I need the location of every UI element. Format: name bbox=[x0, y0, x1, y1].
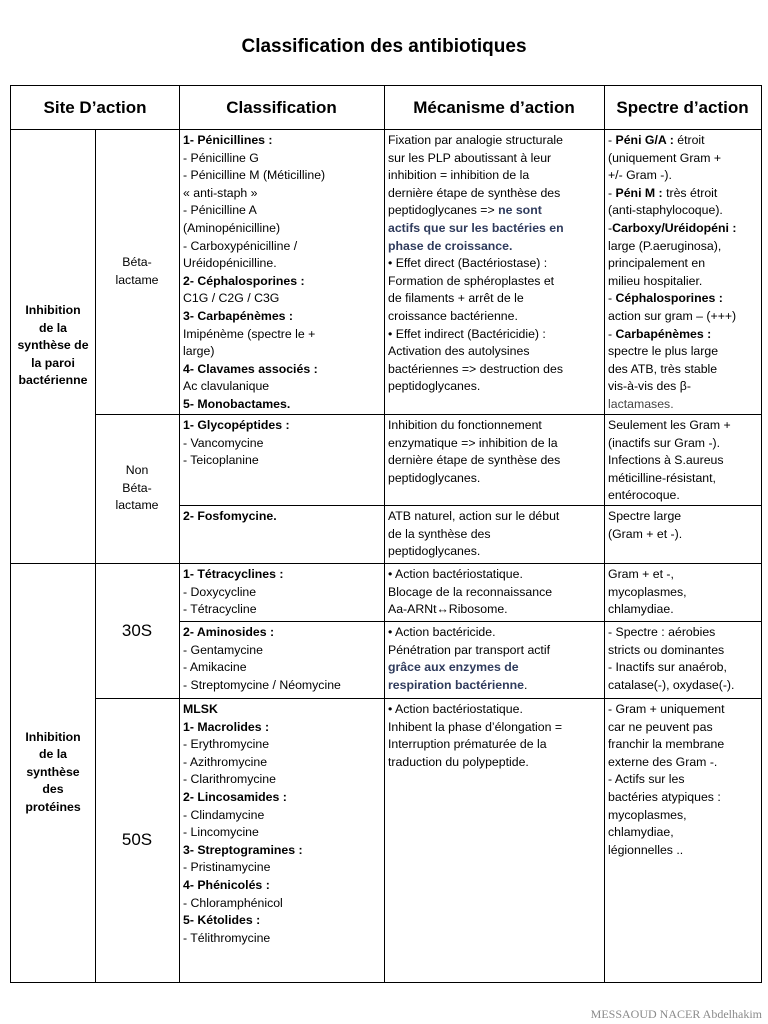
cell-glyco-spectre bbox=[604, 414, 761, 505]
cell-text: large) bbox=[183, 344, 215, 359]
cell-text: Péni M : bbox=[615, 185, 663, 200]
cell-line bbox=[183, 701, 380, 719]
cell-line bbox=[183, 842, 380, 860]
cell-text: ne sont bbox=[498, 203, 542, 218]
cell-fosfo-spectre bbox=[604, 505, 761, 543]
cell-line bbox=[183, 807, 380, 825]
header-mecanisme: Mécanisme d’action bbox=[413, 97, 575, 117]
cell-text: chlamydiae, bbox=[608, 825, 674, 840]
cell-text: - Erythromycine bbox=[183, 737, 270, 752]
cell-mlsk-mecanisme bbox=[384, 698, 604, 771]
cell-text: 4- Phénicolés : bbox=[183, 877, 270, 892]
cell-text: catalase(-), oxydase(-). bbox=[608, 677, 735, 692]
cell-line bbox=[608, 807, 757, 825]
site-paroi-line: Inhibition bbox=[25, 303, 81, 318]
cell-line bbox=[388, 290, 600, 308]
cell-line bbox=[608, 452, 757, 470]
cell-line bbox=[388, 185, 600, 203]
cell-text: - Pristinamycine bbox=[183, 860, 271, 875]
cell-line bbox=[608, 378, 757, 396]
cell-text: • Action bactériostatique. bbox=[388, 702, 523, 716]
cell-text: 2- Lincosamides : bbox=[183, 789, 287, 804]
cell-text: • Action bactéricide. bbox=[388, 625, 496, 639]
cell-text: Inhibition du fonctionnement bbox=[388, 418, 542, 432]
cell-line bbox=[608, 326, 757, 344]
cell-text: peptidoglycanes. bbox=[388, 379, 481, 394]
cell-text: Fixation par analogie structurale bbox=[388, 133, 563, 147]
cell-fosfo-classification bbox=[179, 505, 384, 526]
cell-text: bactéries atypiques : bbox=[608, 789, 721, 804]
site-proteines-line: de la bbox=[38, 747, 68, 762]
cell-line bbox=[388, 452, 600, 470]
cell-line bbox=[183, 308, 380, 326]
cell-line bbox=[183, 167, 380, 185]
subsite-label: 50S bbox=[121, 830, 153, 850]
cell-text: • Effet indirect (Bactéricidie) : bbox=[388, 326, 546, 341]
cell-line bbox=[183, 132, 380, 150]
cell-line bbox=[388, 659, 600, 677]
cell-text: - Télithromycine bbox=[183, 930, 271, 945]
cell-text: actifs que sur les bactéries en bbox=[388, 220, 564, 235]
cell-text: 2- Aminosides : bbox=[183, 625, 275, 639]
cell-line bbox=[608, 435, 757, 453]
cell-line bbox=[388, 543, 600, 561]
cell-line bbox=[183, 273, 380, 291]
cell-text: 1- Macrolides : bbox=[183, 719, 270, 734]
cell-text: - Spectre : aérobies bbox=[608, 625, 716, 639]
cell-text: MLSK bbox=[183, 702, 218, 716]
cell-text: • Effet direct (Bactériostase) : bbox=[388, 256, 548, 271]
cell-text: principalement en bbox=[608, 256, 706, 271]
cell-text: - bbox=[608, 291, 616, 306]
cell-line bbox=[183, 895, 380, 913]
cell-text: 2- Fosfomycine. bbox=[183, 509, 277, 523]
subsite-line: Béta- bbox=[122, 254, 152, 269]
subsite-line: Non bbox=[125, 463, 149, 478]
cell-text: très étroit bbox=[662, 185, 718, 200]
cell-text: - Gentamycine bbox=[183, 642, 263, 657]
cell-text: enzymatique => inhibition de la bbox=[388, 435, 558, 450]
subsite-50s bbox=[95, 698, 179, 982]
cell-line bbox=[388, 132, 600, 150]
cell-text: - Lincomycine bbox=[183, 825, 259, 840]
cell-line bbox=[388, 754, 600, 772]
cell-line bbox=[388, 343, 600, 361]
cell-line bbox=[608, 508, 757, 526]
cell-text: inhibition = inhibition de la bbox=[388, 168, 530, 183]
cell-text: mycoplasmes, bbox=[608, 584, 687, 599]
cell-glyco-classification bbox=[179, 414, 384, 470]
cell-line bbox=[388, 255, 600, 273]
cell-text: étroit bbox=[673, 133, 705, 147]
cell-text: - bbox=[608, 220, 613, 235]
cell-line bbox=[608, 789, 757, 807]
cell-text: - Pénicilline G bbox=[183, 150, 259, 165]
cell-line bbox=[388, 624, 600, 642]
cell-line bbox=[183, 361, 380, 379]
cell-text: - Clarithromycine bbox=[183, 772, 276, 787]
cell-text: large (P.aeruginosa), bbox=[608, 238, 722, 253]
cell-text: des ATB, très stable bbox=[608, 361, 718, 376]
cell-line bbox=[388, 736, 600, 754]
cell-text: Aa-ARNt↔Ribosome. bbox=[388, 602, 508, 617]
cell-text: externe des Gram -. bbox=[608, 754, 718, 769]
cell-tetra-classification bbox=[179, 563, 384, 619]
cell-line bbox=[183, 859, 380, 877]
cell-line bbox=[608, 220, 757, 238]
cell-line bbox=[608, 754, 757, 772]
author-footer: MESSAOUD NACER Abdelhakim bbox=[590, 1007, 762, 1021]
cell-line bbox=[388, 508, 600, 526]
cell-mlsk-classification bbox=[179, 698, 384, 947]
cell-text: - Clindamycine bbox=[183, 807, 265, 822]
cell-text: franchir la membrane bbox=[608, 737, 725, 752]
cell-line bbox=[388, 584, 600, 602]
cell-line bbox=[183, 930, 380, 948]
cell-line bbox=[608, 842, 757, 860]
cell-line bbox=[183, 677, 380, 695]
cell-line bbox=[388, 435, 600, 453]
cell-text: +/- Gram -). bbox=[608, 168, 672, 183]
cell-text: - bbox=[608, 326, 616, 341]
cell-line bbox=[608, 526, 757, 544]
cell-text: Imipénème (spectre le + bbox=[183, 326, 316, 341]
cell-line bbox=[388, 701, 600, 719]
cell-text: Péni G/A : bbox=[615, 133, 674, 147]
cell-line bbox=[388, 601, 600, 619]
cell-text: de la synthèse des bbox=[388, 526, 491, 541]
cell-beta-mecanisme bbox=[384, 129, 604, 396]
cell-text: 1- Tétracyclines : bbox=[183, 567, 284, 581]
site-proteines bbox=[11, 563, 95, 982]
cell-fosfo-mecanisme bbox=[384, 505, 604, 561]
site-paroi-line: de la bbox=[38, 320, 68, 335]
cell-text: Carbapénèmes : bbox=[615, 326, 712, 341]
antibiotics-table bbox=[10, 85, 762, 983]
cell-line bbox=[183, 378, 380, 396]
cell-text: stricts ou dominantes bbox=[608, 642, 725, 657]
cell-text: Interruption prématurée de la bbox=[388, 737, 547, 752]
cell-line bbox=[183, 396, 380, 414]
cell-line bbox=[608, 290, 757, 308]
cell-line bbox=[183, 659, 380, 677]
cell-line bbox=[183, 185, 380, 203]
cell-line bbox=[183, 719, 380, 737]
cell-text: 2- Céphalosporines : bbox=[183, 273, 305, 288]
cell-text: - Teicoplanine bbox=[183, 453, 259, 468]
cell-line bbox=[608, 624, 757, 642]
cell-text: (Aminopénicilline) bbox=[183, 220, 281, 235]
cell-text: (uniquement Gram + bbox=[608, 150, 722, 165]
cell-line bbox=[608, 719, 757, 737]
cell-line bbox=[183, 824, 380, 842]
cell-text: Spectre large bbox=[608, 509, 682, 523]
cell-line bbox=[183, 566, 380, 584]
header-site: Site D’action bbox=[43, 97, 147, 117]
cell-line bbox=[183, 150, 380, 168]
cell-line bbox=[388, 642, 600, 660]
cell-line bbox=[183, 771, 380, 789]
cell-tetra-mecanisme bbox=[384, 563, 604, 619]
cell-text: 5- Kétolides : bbox=[183, 913, 261, 928]
cell-line bbox=[183, 789, 380, 807]
cell-line bbox=[608, 167, 757, 185]
cell-text: (inactifs sur Gram -). bbox=[608, 435, 721, 450]
cell-text: vis-à-vis des β- bbox=[608, 379, 691, 394]
cell-line bbox=[388, 167, 600, 185]
cell-line bbox=[183, 202, 380, 220]
cell-line bbox=[183, 877, 380, 895]
cell-line bbox=[183, 601, 380, 619]
cell-text: - Actifs sur les bbox=[608, 772, 685, 787]
cell-beta-classification bbox=[179, 129, 384, 414]
cell-line bbox=[608, 361, 757, 379]
site-paroi-line: synthèse de bbox=[17, 338, 89, 353]
cell-text: (anti-staphylocoque). bbox=[608, 203, 723, 218]
cell-text: - Streptomycine / Néomycine bbox=[183, 677, 341, 692]
cell-text: « anti-staph » bbox=[183, 185, 258, 200]
subsite-line: lactame bbox=[115, 498, 159, 513]
cell-tetra-spectre bbox=[604, 563, 761, 619]
cell-text: - Tétracycline bbox=[183, 602, 257, 617]
cell-text: - Gram + uniquement bbox=[608, 702, 725, 716]
subsite-30s bbox=[95, 563, 179, 698]
cell-text: car ne peuvent pas bbox=[608, 719, 713, 734]
cell-text: 5- Monobactames. bbox=[183, 396, 291, 411]
cell-line bbox=[608, 771, 757, 789]
cell-line bbox=[183, 238, 380, 256]
cell-text: - Azithromycine bbox=[183, 754, 268, 769]
cell-text: - Doxycycline bbox=[183, 584, 257, 599]
cell-text: - Pénicilline M (Méticilline) bbox=[183, 168, 326, 183]
cell-text: Blocage de la reconnaissance bbox=[388, 584, 553, 599]
cell-text: peptidoglycanes. bbox=[388, 470, 481, 485]
cell-text: Carboxy/Uréidopéni : bbox=[612, 220, 737, 235]
cell-line bbox=[388, 566, 600, 584]
subsite-line: Béta- bbox=[122, 480, 152, 495]
site-proteines-line: protéines bbox=[25, 799, 81, 814]
cell-line bbox=[608, 255, 757, 273]
cell-line bbox=[388, 220, 600, 238]
cell-line bbox=[388, 150, 600, 168]
cell-text: traduction du polypeptide. bbox=[388, 754, 529, 769]
cell-text: - bbox=[608, 185, 616, 200]
subsite-non-beta-lactame bbox=[95, 414, 179, 563]
cell-text: Seulement les Gram + bbox=[608, 418, 731, 432]
cell-text: grâce aux enzymes de bbox=[388, 660, 519, 675]
cell-text: lactamases. bbox=[608, 396, 674, 411]
cell-line bbox=[388, 308, 600, 326]
cell-text: Ac clavulanique bbox=[183, 379, 270, 394]
cell-line bbox=[388, 361, 600, 379]
cell-text: dernière étape de synthèse des bbox=[388, 453, 561, 468]
subsite-line: lactame bbox=[115, 272, 159, 287]
cell-text: - bbox=[608, 133, 616, 147]
cell-line bbox=[183, 220, 380, 238]
cell-line bbox=[183, 290, 380, 308]
cell-text: de filaments + arrêt de le bbox=[388, 291, 524, 306]
cell-mlsk-spectre bbox=[604, 698, 761, 859]
cell-text: Activation des autolysines bbox=[388, 344, 530, 359]
site-proteines-line: synthèse bbox=[26, 764, 80, 779]
cell-line bbox=[608, 308, 757, 326]
cell-text: croissance bactérienne. bbox=[388, 308, 518, 323]
cell-line bbox=[183, 624, 380, 642]
cell-line bbox=[388, 719, 600, 737]
cell-text: 3- Streptogramines : bbox=[183, 842, 303, 857]
cell-line bbox=[183, 255, 380, 273]
cell-text: spectre le plus large bbox=[608, 344, 719, 359]
document-title: Classification des antibiotiques bbox=[241, 36, 527, 57]
cell-text: (Gram + et -). bbox=[608, 526, 683, 541]
site-paroi bbox=[11, 129, 95, 563]
site-paroi-line: la paroi bbox=[31, 355, 75, 370]
cell-text: 1- Pénicillines : bbox=[183, 133, 273, 147]
cell-line bbox=[183, 912, 380, 930]
cell-line bbox=[388, 526, 600, 544]
cell-text: respiration bactérienne bbox=[388, 677, 524, 692]
cell-line bbox=[608, 642, 757, 660]
cell-line bbox=[608, 736, 757, 754]
cell-line bbox=[183, 736, 380, 754]
site-proteines-line: Inhibition bbox=[25, 729, 81, 744]
cell-line bbox=[608, 584, 757, 602]
cell-text: 4- Clavames associés : bbox=[183, 361, 318, 376]
cell-text: - Pénicilline A bbox=[183, 203, 257, 218]
cell-text: phase de croissance. bbox=[388, 238, 513, 253]
cell-text: Infections à S.aureus bbox=[608, 453, 724, 468]
cell-text: méticilline-résistant, bbox=[608, 470, 716, 485]
cell-text: - Amikacine bbox=[183, 660, 247, 675]
cell-line bbox=[608, 202, 757, 220]
cell-amino-mecanisme bbox=[384, 621, 604, 694]
cell-line bbox=[183, 754, 380, 772]
cell-glyco-mecanisme bbox=[384, 414, 604, 487]
cell-line bbox=[608, 677, 757, 695]
cell-text: • Action bactériostatique. bbox=[388, 567, 523, 581]
cell-line bbox=[608, 487, 757, 505]
cell-line bbox=[388, 677, 600, 695]
cell-line bbox=[608, 396, 757, 414]
cell-text: sur les PLP aboutissant à leur bbox=[388, 150, 552, 165]
cell-text: légionnelles .. bbox=[608, 842, 684, 857]
cell-beta-spectre bbox=[604, 129, 761, 414]
cell-text: - Vancomycine bbox=[183, 435, 264, 450]
cell-line bbox=[388, 238, 600, 256]
cell-line bbox=[608, 132, 757, 150]
cell-text: bactériennes => destruction des bbox=[388, 361, 564, 376]
cell-text: action sur gram – (+++) bbox=[608, 308, 737, 323]
cell-line bbox=[183, 452, 380, 470]
cell-amino-classification bbox=[179, 621, 384, 694]
cell-line bbox=[608, 273, 757, 291]
cell-line bbox=[388, 470, 600, 488]
cell-line bbox=[608, 470, 757, 488]
cell-text: Formation de sphéroplastes et bbox=[388, 273, 555, 288]
cell-line bbox=[183, 508, 380, 526]
cell-line bbox=[608, 238, 757, 256]
cell-line bbox=[388, 202, 600, 220]
site-paroi-line: bactérienne bbox=[18, 373, 88, 388]
cell-line bbox=[608, 417, 757, 435]
cell-text: milieu hospitalier. bbox=[608, 273, 703, 288]
cell-text: dernière étape de synthèse des bbox=[388, 185, 561, 200]
cell-text: mycoplasmes, bbox=[608, 807, 687, 822]
cell-text: Pénétration par transport actif bbox=[388, 642, 550, 657]
cell-text: C1G / C2G / C3G bbox=[183, 291, 280, 306]
cell-line bbox=[608, 659, 757, 677]
cell-line bbox=[608, 566, 757, 584]
cell-line bbox=[183, 326, 380, 344]
cell-line bbox=[388, 378, 600, 396]
cell-text: - Chloramphénicol bbox=[183, 895, 283, 910]
cell-line bbox=[388, 417, 600, 435]
cell-line bbox=[183, 417, 380, 435]
cell-line bbox=[183, 343, 380, 361]
cell-line bbox=[183, 435, 380, 453]
cell-line bbox=[608, 701, 757, 719]
cell-text: peptidoglycanes => bbox=[388, 203, 499, 218]
cell-text: - Inactifs sur anaérob, bbox=[608, 660, 727, 675]
cell-text: . bbox=[524, 677, 528, 692]
cell-amino-spectre bbox=[604, 621, 761, 694]
cell-line bbox=[608, 185, 757, 203]
cell-line bbox=[388, 273, 600, 291]
header-spectre: Spectre d’action bbox=[616, 97, 749, 117]
subsite-beta-lactame bbox=[95, 129, 179, 414]
header-classification: Classification bbox=[226, 97, 337, 117]
cell-line bbox=[388, 326, 600, 344]
cell-line bbox=[183, 642, 380, 660]
subsite-label: 30S bbox=[121, 620, 153, 640]
cell-text: Inhibent la phase d’élongation = bbox=[388, 719, 563, 734]
cell-text: Céphalosporines : bbox=[615, 291, 723, 306]
cell-line bbox=[608, 601, 757, 619]
cell-text: entérocoque. bbox=[608, 488, 680, 503]
cell-line bbox=[183, 584, 380, 602]
cell-text: peptidoglycanes. bbox=[388, 544, 481, 559]
cell-text: chlamydiae. bbox=[608, 602, 674, 617]
cell-text: Gram + et -, bbox=[608, 567, 674, 581]
cell-text: Uréidopénicilline. bbox=[183, 256, 277, 271]
cell-line bbox=[608, 150, 757, 168]
cell-line bbox=[608, 343, 757, 361]
cell-text: - Carboxypénicilline / bbox=[183, 238, 298, 253]
site-proteines-line: des bbox=[42, 782, 64, 797]
cell-text: ATB naturel, action sur le début bbox=[388, 509, 560, 523]
cell-text: 1- Glycopéptides : bbox=[183, 418, 290, 432]
cell-line bbox=[608, 824, 757, 842]
cell-text: 3- Carbapénèmes : bbox=[183, 308, 294, 323]
